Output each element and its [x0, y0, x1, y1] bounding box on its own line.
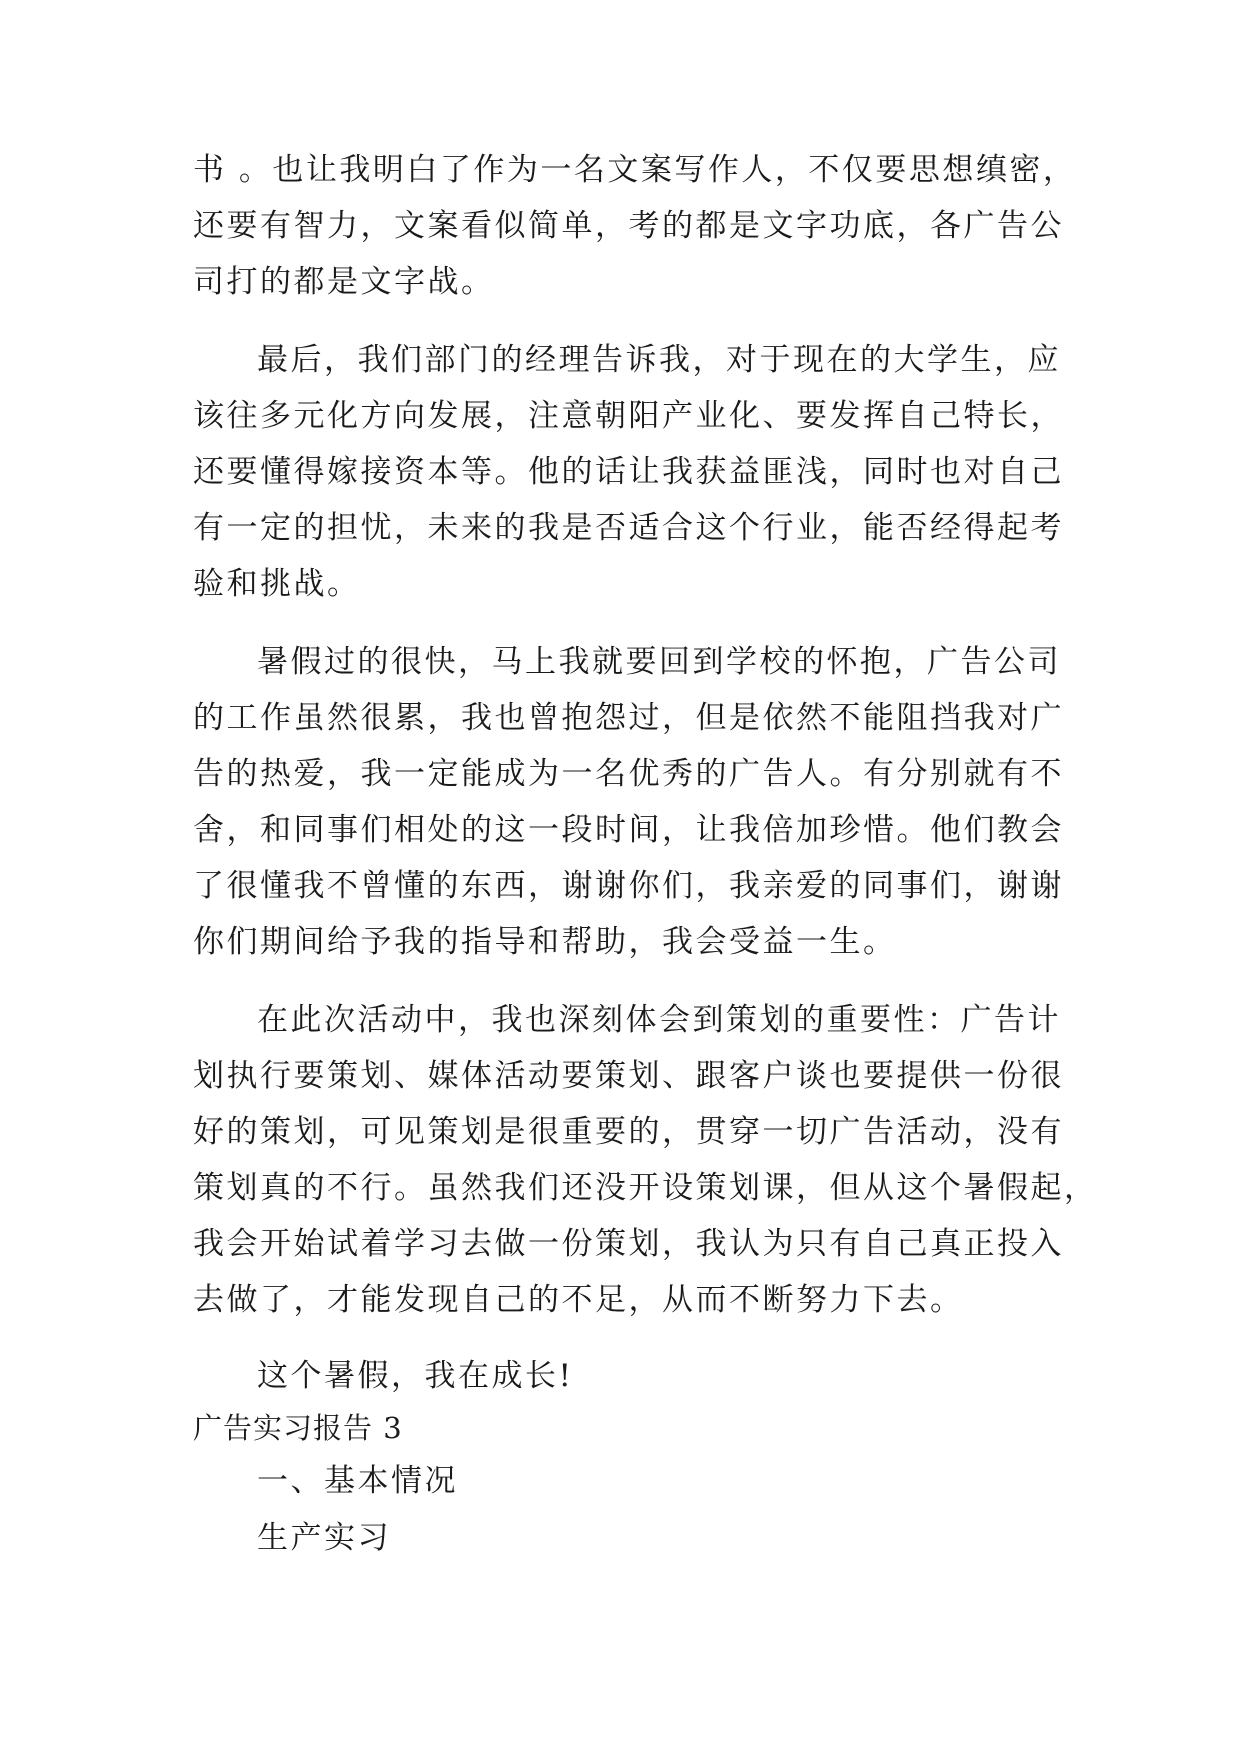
text-line: 还要有智力，文案看似简单，考的都是文字功底，各广告公 [193, 208, 1064, 244]
text-line: 生产实习 [257, 1520, 391, 1556]
text-line: 好的策划，可见策划是很重要的，贯穿一切广告活动，没有 [193, 1114, 1064, 1150]
text-line: 我会开始试着学习去做一份策划，我认为只有自己真正投入 [193, 1226, 1064, 1262]
text-line: 司打的都是文字战。 [193, 264, 495, 300]
text-line: 策划真的不行。虽然我们还没开设策划课，但从这个暑假起， [193, 1170, 1098, 1206]
text-line: 划执行要策划、媒体活动要策划、跟客户谈也要提供一份很 [193, 1058, 1064, 1094]
text-line: 还要懂得嫁接资本等。他的话让我获益匪浅，同时也对自己 [193, 454, 1064, 490]
section-heading: 广告实习报告 3 [193, 1411, 403, 1445]
text-line: 在此次活动中，我也深刻体会到策划的重要性：广告计 [257, 1002, 1061, 1038]
text-line: 暑假过的很快，马上我就要回到学校的怀抱，广告公司 [257, 644, 1061, 680]
text-line: 最后，我们部门的经理告诉我，对于现在的大学生，应 [257, 342, 1061, 378]
text-line: 了很懂我不曾懂的东西，谢谢你们，我亲爱的同事们，谢谢 [193, 868, 1064, 904]
text-line: 你们期间给予我的指导和帮助，我会受益一生。 [193, 924, 897, 960]
text-line: 去做了，才能发现自己的不足，从而不断努力下去。 [193, 1282, 964, 1318]
text-line: 的工作虽然很累，我也曾抱怨过，但是依然不能阻挡我对广 [193, 700, 1064, 736]
text-line: 告的热爱，我一定能成为一名优秀的广告人。有分别就有不 [193, 756, 1064, 792]
text-line: 这个暑假，我在成长! [257, 1358, 574, 1394]
text-line: 验和挑战。 [193, 566, 361, 602]
text-line: 舍，和同事们相处的这一段时间，让我倍加珍惜。他们教会 [193, 812, 1064, 848]
text-line: 书 。也让我明白了作为一名文案写作人，不仅要思想缜密， [193, 152, 1077, 188]
text-line: 该往多元化方向发展，注意朝阳产业化、要发挥自己特长， [193, 398, 1064, 434]
text-line: 一、基本情况 [257, 1463, 458, 1499]
text-line: 有一定的担忧，未来的我是否适合这个行业，能否经得起考 [193, 510, 1064, 546]
